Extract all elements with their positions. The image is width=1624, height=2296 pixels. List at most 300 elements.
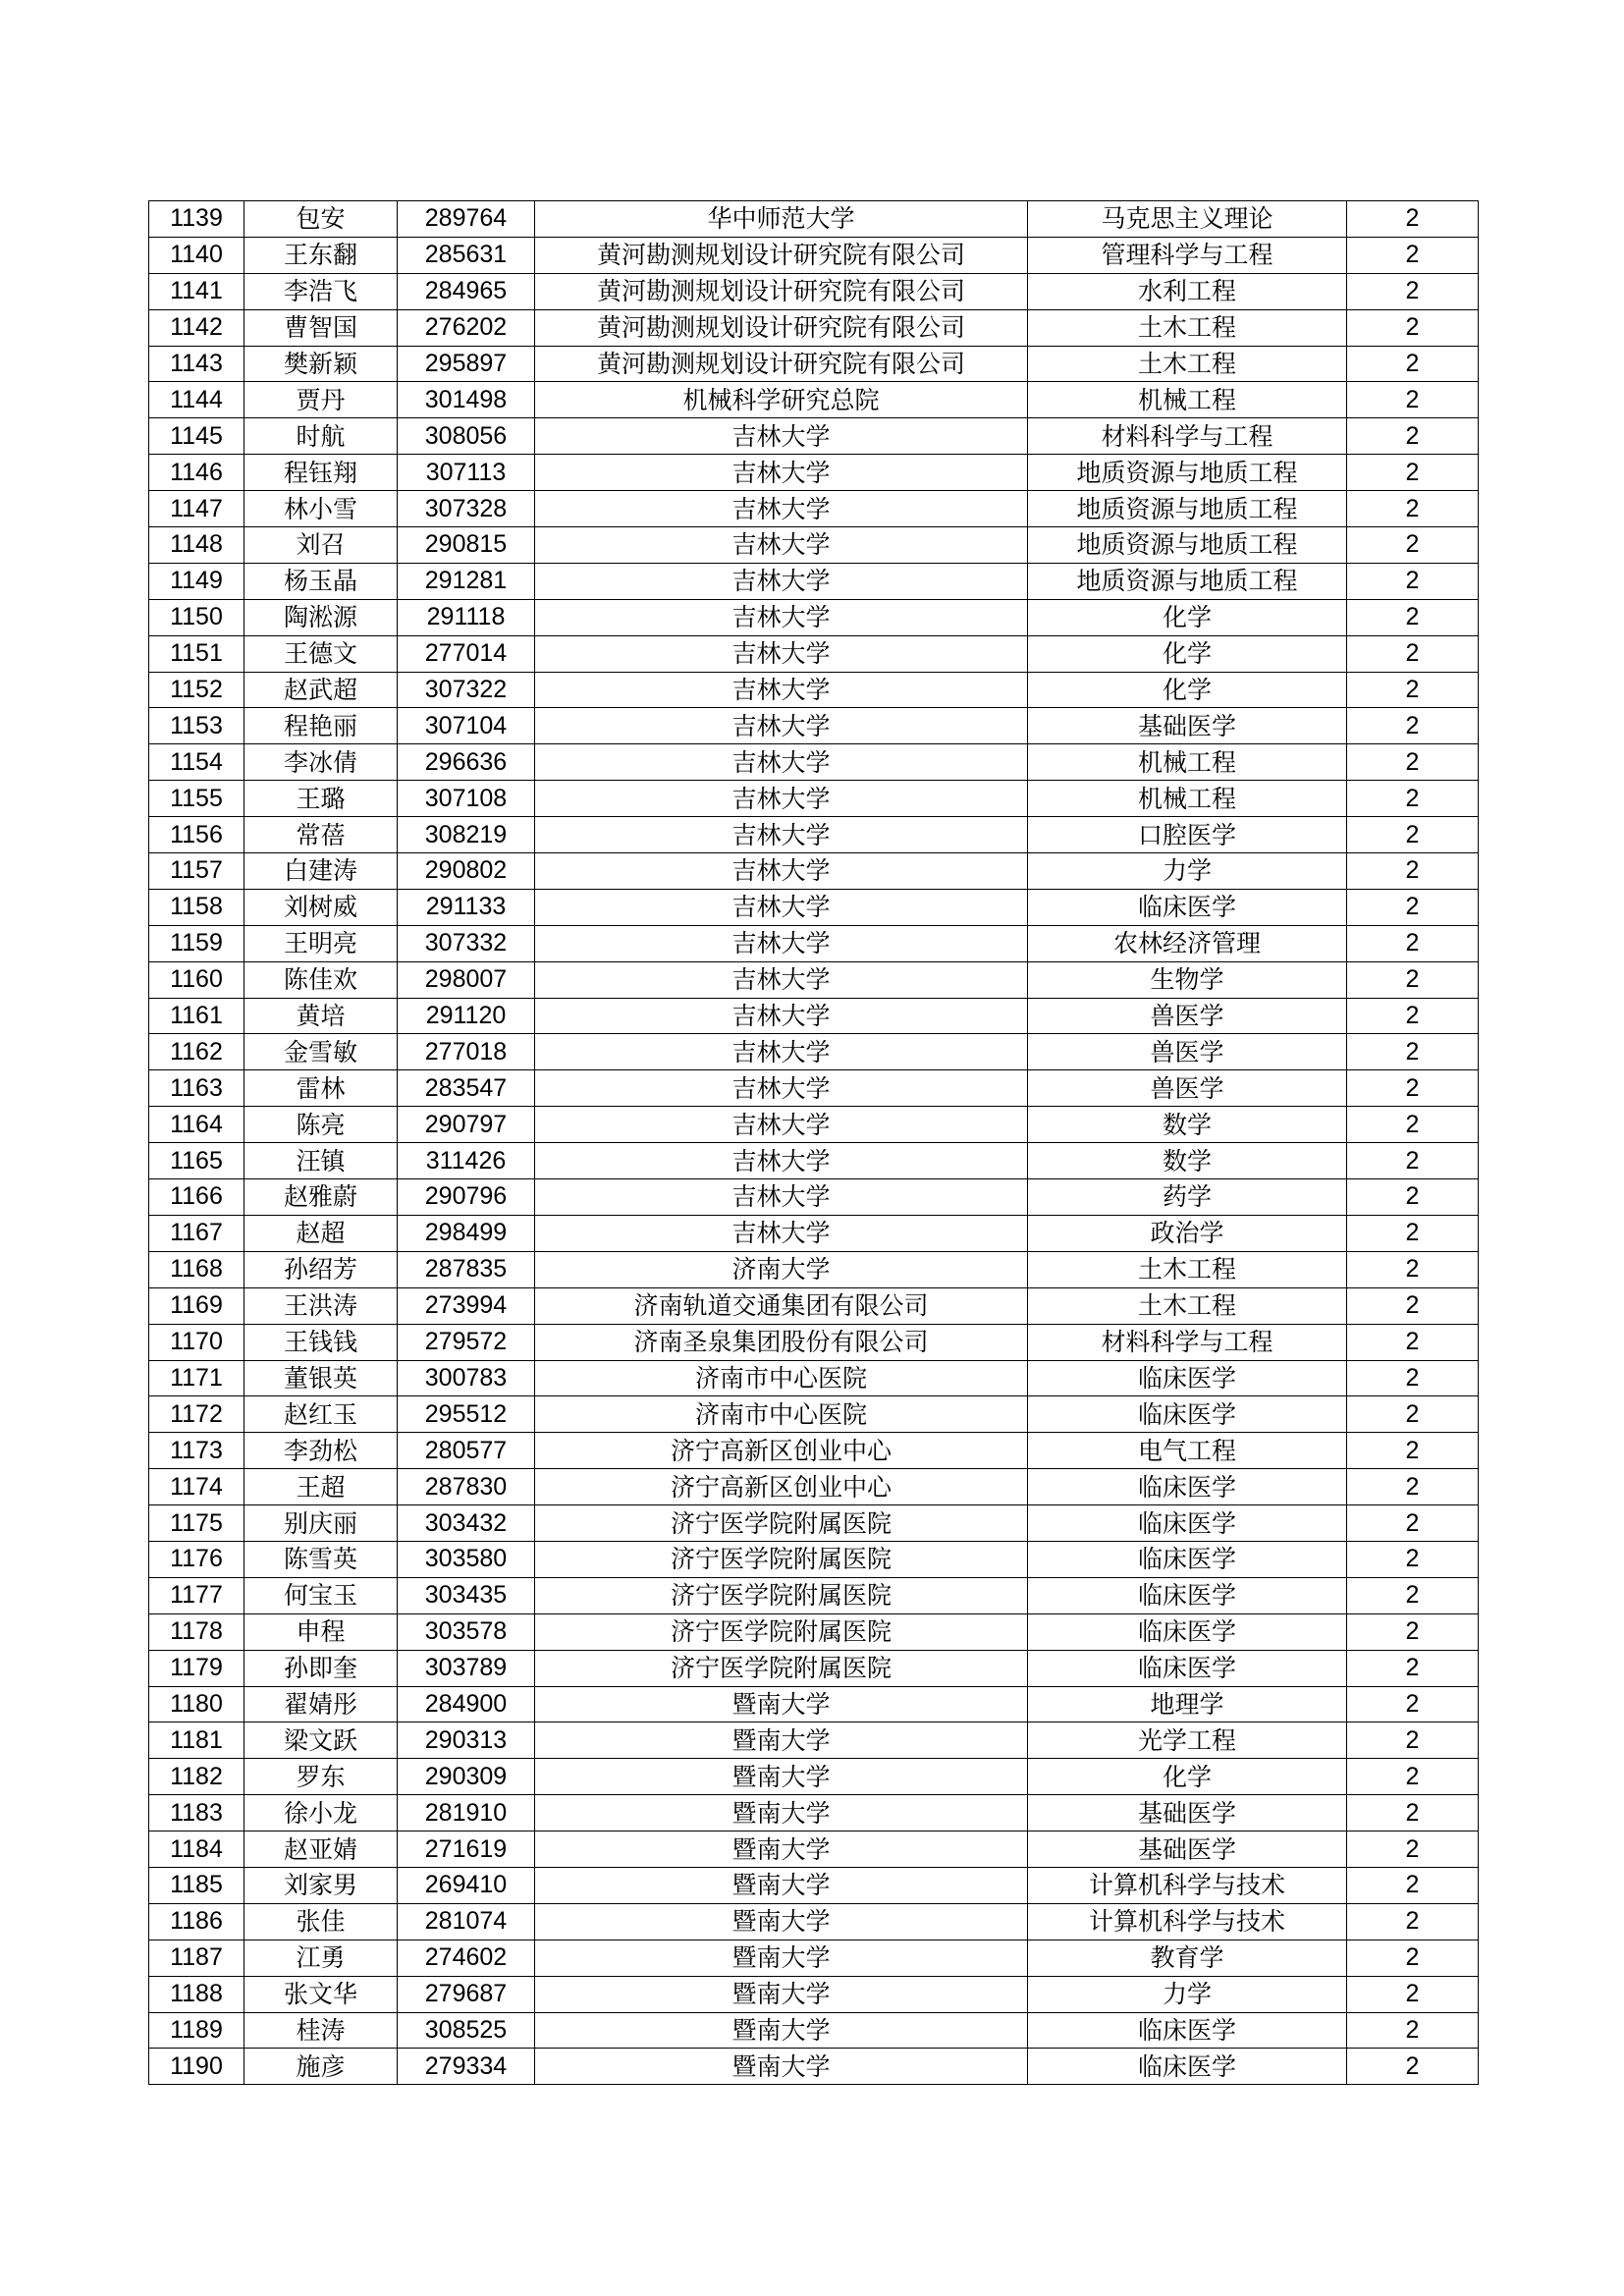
organization-cell: 济南市中心医院 — [535, 1360, 1028, 1396]
discipline-cell: 机械工程 — [1028, 744, 1347, 781]
count-cell: 2 — [1347, 1650, 1479, 1686]
id-cell: 298007 — [398, 961, 535, 998]
id-cell: 273994 — [398, 1287, 535, 1324]
table-row — [149, 1577, 1479, 1613]
id-cell: 290815 — [398, 527, 535, 564]
id-cell: 308525 — [398, 2012, 535, 2049]
id-cell: 290797 — [398, 1107, 535, 1143]
count-cell: 2 — [1347, 925, 1479, 961]
discipline-cell: 地质资源与地质工程 — [1028, 563, 1347, 599]
discipline-cell: 机械工程 — [1028, 781, 1347, 817]
row-number-cell: 1147 — [149, 491, 244, 527]
name-cell: 董银英 — [244, 1360, 398, 1396]
id-cell: 303578 — [398, 1613, 535, 1650]
count-cell: 2 — [1347, 237, 1479, 273]
name-cell: 赵亚婧 — [244, 1831, 398, 1868]
count-cell: 2 — [1347, 563, 1479, 599]
count-cell: 2 — [1347, 1287, 1479, 1324]
id-cell: 295897 — [398, 346, 535, 382]
discipline-cell: 化学 — [1028, 672, 1347, 708]
name-cell: 施彦 — [244, 2049, 398, 2085]
id-cell: 308056 — [398, 418, 535, 455]
discipline-cell: 临床医学 — [1028, 1360, 1347, 1396]
name-cell: 王明亮 — [244, 925, 398, 961]
table-row — [149, 1107, 1479, 1143]
name-cell: 曹智国 — [244, 309, 398, 346]
id-cell: 307113 — [398, 455, 535, 491]
organization-cell: 吉林大学 — [535, 889, 1028, 925]
discipline-cell: 管理科学与工程 — [1028, 237, 1347, 273]
id-cell: 279687 — [398, 1976, 535, 2012]
name-cell: 刘家男 — [244, 1867, 398, 1903]
roster-table-body — [149, 201, 1479, 2085]
id-cell: 274602 — [398, 1940, 535, 1976]
table-row — [149, 635, 1479, 672]
row-number-cell: 1150 — [149, 599, 244, 635]
discipline-cell: 马克思主义理论 — [1028, 201, 1347, 238]
id-cell: 290309 — [398, 1759, 535, 1795]
discipline-cell: 数学 — [1028, 1107, 1347, 1143]
discipline-cell: 临床医学 — [1028, 1650, 1347, 1686]
name-cell: 时航 — [244, 418, 398, 455]
count-cell: 2 — [1347, 817, 1479, 853]
discipline-cell: 机械工程 — [1028, 382, 1347, 418]
discipline-cell: 兽医学 — [1028, 1070, 1347, 1107]
table-row — [149, 201, 1479, 238]
count-cell: 2 — [1347, 1686, 1479, 1722]
discipline-cell: 土木工程 — [1028, 346, 1347, 382]
table-row — [149, 563, 1479, 599]
count-cell: 2 — [1347, 1070, 1479, 1107]
table-row — [149, 1251, 1479, 1287]
id-cell: 285631 — [398, 237, 535, 273]
count-cell: 2 — [1347, 382, 1479, 418]
organization-cell: 黄河勘测规划设计研究院有限公司 — [535, 309, 1028, 346]
discipline-cell: 临床医学 — [1028, 1577, 1347, 1613]
row-number-cell: 1188 — [149, 1976, 244, 2012]
table-row — [149, 1469, 1479, 1505]
table-row — [149, 744, 1479, 781]
row-number-cell: 1146 — [149, 455, 244, 491]
name-cell: 包安 — [244, 201, 398, 238]
organization-cell: 济南大学 — [535, 1251, 1028, 1287]
name-cell: 翟婧彤 — [244, 1686, 398, 1722]
table-row — [149, 1650, 1479, 1686]
count-cell: 2 — [1347, 599, 1479, 635]
row-number-cell: 1183 — [149, 1795, 244, 1831]
organization-cell: 暨南大学 — [535, 1795, 1028, 1831]
discipline-cell: 临床医学 — [1028, 2049, 1347, 2085]
name-cell: 孙绍芳 — [244, 1251, 398, 1287]
id-cell: 303432 — [398, 1505, 535, 1542]
id-cell: 279572 — [398, 1324, 535, 1360]
organization-cell: 吉林大学 — [535, 781, 1028, 817]
organization-cell: 华中师范大学 — [535, 201, 1028, 238]
row-number-cell: 1170 — [149, 1324, 244, 1360]
count-cell: 2 — [1347, 672, 1479, 708]
name-cell: 程钰翔 — [244, 455, 398, 491]
row-number-cell: 1182 — [149, 1759, 244, 1795]
count-cell: 2 — [1347, 1577, 1479, 1613]
row-number-cell: 1153 — [149, 708, 244, 744]
discipline-cell: 地质资源与地质工程 — [1028, 527, 1347, 564]
id-cell: 308219 — [398, 817, 535, 853]
id-cell: 287835 — [398, 1251, 535, 1287]
discipline-cell: 兽医学 — [1028, 1034, 1347, 1070]
row-number-cell: 1144 — [149, 382, 244, 418]
count-cell: 2 — [1347, 309, 1479, 346]
id-cell: 295512 — [398, 1396, 535, 1433]
table-row — [149, 346, 1479, 382]
id-cell: 290796 — [398, 1179, 535, 1216]
organization-cell: 吉林大学 — [535, 599, 1028, 635]
count-cell: 2 — [1347, 527, 1479, 564]
id-cell: 307108 — [398, 781, 535, 817]
table-row — [149, 672, 1479, 708]
name-cell: 赵武超 — [244, 672, 398, 708]
organization-cell: 暨南大学 — [535, 1867, 1028, 1903]
discipline-cell: 基础医学 — [1028, 1795, 1347, 1831]
id-cell: 281074 — [398, 1903, 535, 1940]
count-cell: 2 — [1347, 1324, 1479, 1360]
row-number-cell: 1171 — [149, 1360, 244, 1396]
count-cell: 2 — [1347, 853, 1479, 890]
table-row — [149, 817, 1479, 853]
table-row — [149, 1070, 1479, 1107]
name-cell: 李浩飞 — [244, 273, 398, 309]
id-cell: 277018 — [398, 1034, 535, 1070]
organization-cell: 济宁高新区创业中心 — [535, 1469, 1028, 1505]
organization-cell: 吉林大学 — [535, 527, 1028, 564]
organization-cell: 济宁高新区创业中心 — [535, 1433, 1028, 1469]
organization-cell: 吉林大学 — [535, 635, 1028, 672]
row-number-cell: 1184 — [149, 1831, 244, 1868]
organization-cell: 吉林大学 — [535, 491, 1028, 527]
row-number-cell: 1186 — [149, 1903, 244, 1940]
discipline-cell: 药学 — [1028, 1179, 1347, 1216]
table-row — [149, 1759, 1479, 1795]
name-cell: 张文华 — [244, 1976, 398, 2012]
organization-cell: 吉林大学 — [535, 418, 1028, 455]
count-cell: 2 — [1347, 455, 1479, 491]
row-number-cell: 1177 — [149, 1577, 244, 1613]
discipline-cell: 地质资源与地质工程 — [1028, 491, 1347, 527]
id-cell: 303580 — [398, 1541, 535, 1577]
count-cell: 2 — [1347, 1867, 1479, 1903]
id-cell: 307322 — [398, 672, 535, 708]
name-cell: 王超 — [244, 1469, 398, 1505]
table-row — [149, 1324, 1479, 1360]
name-cell: 赵红玉 — [244, 1396, 398, 1433]
discipline-cell: 临床医学 — [1028, 1469, 1347, 1505]
name-cell: 孙即奎 — [244, 1650, 398, 1686]
table-row — [149, 1143, 1479, 1179]
name-cell: 雷林 — [244, 1070, 398, 1107]
organization-cell: 济宁医学院附属医院 — [535, 1613, 1028, 1650]
name-cell: 赵雅蔚 — [244, 1179, 398, 1216]
table-row — [149, 237, 1479, 273]
organization-cell: 机械科学研究总院 — [535, 382, 1028, 418]
name-cell: 陶淞源 — [244, 599, 398, 635]
organization-cell: 暨南大学 — [535, 1722, 1028, 1759]
table-row — [149, 1541, 1479, 1577]
name-cell: 李劲松 — [244, 1433, 398, 1469]
name-cell: 桂涛 — [244, 2012, 398, 2049]
row-number-cell: 1155 — [149, 781, 244, 817]
count-cell: 2 — [1347, 1179, 1479, 1216]
organization-cell: 吉林大学 — [535, 853, 1028, 890]
row-number-cell: 1180 — [149, 1686, 244, 1722]
count-cell: 2 — [1347, 1034, 1479, 1070]
organization-cell: 吉林大学 — [535, 1179, 1028, 1216]
count-cell: 2 — [1347, 961, 1479, 998]
discipline-cell: 化学 — [1028, 599, 1347, 635]
row-number-cell: 1158 — [149, 889, 244, 925]
table-row — [149, 418, 1479, 455]
organization-cell: 暨南大学 — [535, 1940, 1028, 1976]
row-number-cell: 1160 — [149, 961, 244, 998]
name-cell: 别庆丽 — [244, 1505, 398, 1542]
discipline-cell: 水利工程 — [1028, 273, 1347, 309]
id-cell: 303435 — [398, 1577, 535, 1613]
row-number-cell: 1152 — [149, 672, 244, 708]
id-cell: 291118 — [398, 599, 535, 635]
discipline-cell: 临床医学 — [1028, 1396, 1347, 1433]
name-cell: 刘树威 — [244, 889, 398, 925]
table-row — [149, 998, 1479, 1034]
id-cell: 284965 — [398, 273, 535, 309]
id-cell: 290802 — [398, 853, 535, 890]
id-cell: 283547 — [398, 1070, 535, 1107]
table-row — [149, 1396, 1479, 1433]
discipline-cell: 土木工程 — [1028, 309, 1347, 346]
count-cell: 2 — [1347, 1613, 1479, 1650]
organization-cell: 济宁医学院附属医院 — [535, 1505, 1028, 1542]
name-cell: 申程 — [244, 1613, 398, 1650]
organization-cell: 暨南大学 — [535, 1759, 1028, 1795]
count-cell: 2 — [1347, 1541, 1479, 1577]
id-cell: 279334 — [398, 2049, 535, 2085]
discipline-cell: 基础医学 — [1028, 1831, 1347, 1868]
row-number-cell: 1143 — [149, 346, 244, 382]
row-number-cell: 1157 — [149, 853, 244, 890]
discipline-cell: 计算机科学与技术 — [1028, 1903, 1347, 1940]
count-cell: 2 — [1347, 1143, 1479, 1179]
id-cell: 271619 — [398, 1831, 535, 1868]
name-cell: 陈佳欢 — [244, 961, 398, 998]
table-row — [149, 781, 1479, 817]
organization-cell: 济宁医学院附属医院 — [535, 1650, 1028, 1686]
organization-cell: 吉林大学 — [535, 925, 1028, 961]
organization-cell: 暨南大学 — [535, 1976, 1028, 2012]
organization-cell: 济南轨道交通集团有限公司 — [535, 1287, 1028, 1324]
organization-cell: 济南圣泉集团股份有限公司 — [535, 1324, 1028, 1360]
organization-cell: 暨南大学 — [535, 2049, 1028, 2085]
count-cell: 2 — [1347, 273, 1479, 309]
table-row — [149, 1940, 1479, 1976]
organization-cell: 吉林大学 — [535, 672, 1028, 708]
row-number-cell: 1162 — [149, 1034, 244, 1070]
id-cell: 307332 — [398, 925, 535, 961]
count-cell: 2 — [1347, 889, 1479, 925]
name-cell: 徐小龙 — [244, 1795, 398, 1831]
name-cell: 刘召 — [244, 527, 398, 564]
table-row — [149, 455, 1479, 491]
organization-cell: 济南市中心医院 — [535, 1396, 1028, 1433]
row-number-cell: 1142 — [149, 309, 244, 346]
discipline-cell: 临床医学 — [1028, 2012, 1347, 2049]
discipline-cell: 土木工程 — [1028, 1251, 1347, 1287]
count-cell: 2 — [1347, 346, 1479, 382]
discipline-cell: 兽医学 — [1028, 998, 1347, 1034]
count-cell: 2 — [1347, 1469, 1479, 1505]
row-number-cell: 1181 — [149, 1722, 244, 1759]
table-row — [149, 382, 1479, 418]
count-cell: 2 — [1347, 1722, 1479, 1759]
discipline-cell: 农林经济管理 — [1028, 925, 1347, 961]
id-cell: 301498 — [398, 382, 535, 418]
table-row — [149, 1976, 1479, 2012]
id-cell: 291120 — [398, 998, 535, 1034]
count-cell: 2 — [1347, 781, 1479, 817]
row-number-cell: 1189 — [149, 2012, 244, 2049]
row-number-cell: 1187 — [149, 1940, 244, 1976]
row-number-cell: 1164 — [149, 1107, 244, 1143]
row-number-cell: 1149 — [149, 563, 244, 599]
row-number-cell: 1154 — [149, 744, 244, 781]
table-row — [149, 1360, 1479, 1396]
row-number-cell: 1165 — [149, 1143, 244, 1179]
table-row — [149, 2012, 1479, 2049]
row-number-cell: 1172 — [149, 1396, 244, 1433]
id-cell: 269410 — [398, 1867, 535, 1903]
table-row — [149, 1686, 1479, 1722]
discipline-cell: 材料科学与工程 — [1028, 1324, 1347, 1360]
id-cell: 280577 — [398, 1433, 535, 1469]
id-cell: 277014 — [398, 635, 535, 672]
id-cell: 307104 — [398, 708, 535, 744]
discipline-cell: 临床医学 — [1028, 1613, 1347, 1650]
row-number-cell: 1140 — [149, 237, 244, 273]
table-row — [149, 1505, 1479, 1542]
discipline-cell: 计算机科学与技术 — [1028, 1867, 1347, 1903]
organization-cell: 吉林大学 — [535, 563, 1028, 599]
discipline-cell: 电气工程 — [1028, 1433, 1347, 1469]
table-row — [149, 708, 1479, 744]
row-number-cell: 1156 — [149, 817, 244, 853]
id-cell: 307328 — [398, 491, 535, 527]
id-cell: 303789 — [398, 1650, 535, 1686]
organization-cell: 暨南大学 — [535, 2012, 1028, 2049]
discipline-cell: 临床医学 — [1028, 889, 1347, 925]
table-row — [149, 889, 1479, 925]
id-cell: 289764 — [398, 201, 535, 238]
discipline-cell: 口腔医学 — [1028, 817, 1347, 853]
table-row — [149, 853, 1479, 890]
name-cell: 罗东 — [244, 1759, 398, 1795]
discipline-cell: 土木工程 — [1028, 1287, 1347, 1324]
table-row — [149, 1831, 1479, 1868]
count-cell: 2 — [1347, 2049, 1479, 2085]
id-cell: 290313 — [398, 1722, 535, 1759]
name-cell: 陈亮 — [244, 1107, 398, 1143]
row-number-cell: 1166 — [149, 1179, 244, 1216]
count-cell: 2 — [1347, 1107, 1479, 1143]
id-cell: 298499 — [398, 1215, 535, 1251]
row-number-cell: 1139 — [149, 201, 244, 238]
table-row — [149, 273, 1479, 309]
discipline-cell: 地质资源与地质工程 — [1028, 455, 1347, 491]
name-cell: 樊新颖 — [244, 346, 398, 382]
table-row — [149, 1215, 1479, 1251]
count-cell: 2 — [1347, 1831, 1479, 1868]
count-cell: 2 — [1347, 201, 1479, 238]
count-cell: 2 — [1347, 1215, 1479, 1251]
count-cell: 2 — [1347, 1795, 1479, 1831]
table-row — [149, 961, 1479, 998]
name-cell: 王璐 — [244, 781, 398, 817]
row-number-cell: 1151 — [149, 635, 244, 672]
name-cell: 陈雪英 — [244, 1541, 398, 1577]
table-row — [149, 1433, 1479, 1469]
row-number-cell: 1141 — [149, 273, 244, 309]
name-cell: 王东翻 — [244, 237, 398, 273]
organization-cell: 吉林大学 — [535, 1143, 1028, 1179]
organization-cell: 济宁医学院附属医院 — [535, 1541, 1028, 1577]
table-row — [149, 1034, 1479, 1070]
count-cell: 2 — [1347, 2012, 1479, 2049]
row-number-cell: 1178 — [149, 1613, 244, 1650]
name-cell: 汪镇 — [244, 1143, 398, 1179]
discipline-cell: 力学 — [1028, 853, 1347, 890]
organization-cell: 吉林大学 — [535, 998, 1028, 1034]
name-cell: 李冰倩 — [244, 744, 398, 781]
row-number-cell: 1176 — [149, 1541, 244, 1577]
count-cell: 2 — [1347, 998, 1479, 1034]
discipline-cell: 化学 — [1028, 1759, 1347, 1795]
count-cell: 2 — [1347, 1360, 1479, 1396]
name-cell: 金雪敏 — [244, 1034, 398, 1070]
id-cell: 284900 — [398, 1686, 535, 1722]
discipline-cell: 基础医学 — [1028, 708, 1347, 744]
row-number-cell: 1161 — [149, 998, 244, 1034]
table-row — [149, 599, 1479, 635]
discipline-cell: 地理学 — [1028, 1686, 1347, 1722]
name-cell: 赵超 — [244, 1215, 398, 1251]
name-cell: 常蓓 — [244, 817, 398, 853]
table-row — [149, 1867, 1479, 1903]
count-cell: 2 — [1347, 1940, 1479, 1976]
organization-cell: 暨南大学 — [535, 1831, 1028, 1868]
id-cell: 281910 — [398, 1795, 535, 1831]
row-number-cell: 1169 — [149, 1287, 244, 1324]
name-cell: 林小雪 — [244, 491, 398, 527]
table-row — [149, 527, 1479, 564]
discipline-cell: 临床医学 — [1028, 1541, 1347, 1577]
name-cell: 王洪涛 — [244, 1287, 398, 1324]
row-number-cell: 1190 — [149, 2049, 244, 2085]
row-number-cell: 1159 — [149, 925, 244, 961]
name-cell: 杨玉晶 — [244, 563, 398, 599]
organization-cell: 吉林大学 — [535, 1215, 1028, 1251]
table-row — [149, 491, 1479, 527]
discipline-cell: 生物学 — [1028, 961, 1347, 998]
organization-cell: 黄河勘测规划设计研究院有限公司 — [535, 346, 1028, 382]
id-cell: 300783 — [398, 1360, 535, 1396]
row-number-cell: 1163 — [149, 1070, 244, 1107]
organization-cell: 吉林大学 — [535, 455, 1028, 491]
count-cell: 2 — [1347, 418, 1479, 455]
